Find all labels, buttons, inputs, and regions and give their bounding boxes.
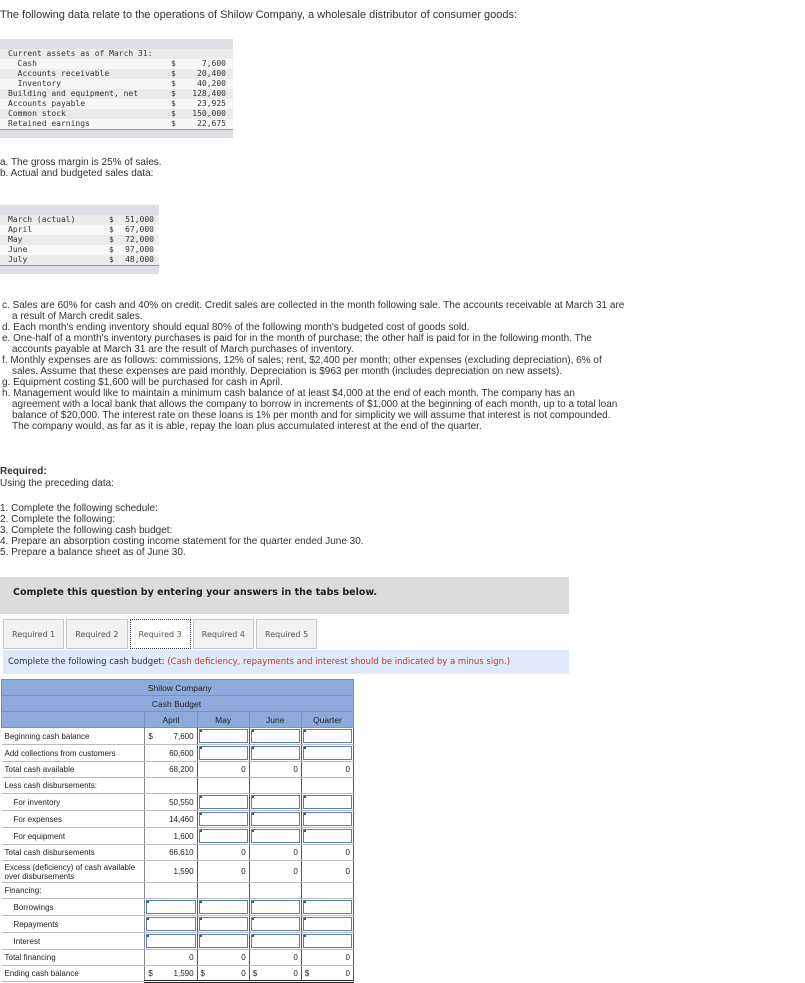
row-value: 150,000 [192,109,226,118]
dollar-sign: $ [304,968,310,978]
row-label: Retained earnings [8,119,90,128]
table-row [0,99,233,109]
table-row [0,69,233,79]
row-label: Beginning cash balance [2,728,145,745]
required-item: 3. Complete the following cash budget: [0,525,173,536]
dollar-sign: $ [109,225,114,234]
tab-bar [3,619,319,649]
dollar-sign: $ [171,109,176,118]
cell-value: 50,550 [145,794,197,811]
input-april[interactable] [146,934,195,948]
item-d: d. Each month's ending inventory should equal 80% of the following month's budgeted cost of goods sold. [2,322,470,333]
dollar-sign: $ [171,79,176,88]
cell-value: 14,460 [145,811,197,828]
empty-cell [301,778,353,794]
empty-cell [249,778,301,794]
cash-budget-table [1,679,354,983]
row-label: For inventory [2,794,145,811]
cell-value: 0 [345,968,350,978]
row-value: 72,000 [125,235,154,244]
row-label: April [8,225,33,234]
dollar-sign: $ [171,119,176,128]
required-item: 4. Prepare an absorption costing income statement for the quarter ended June 30. [0,536,364,547]
row-collections [2,745,354,762]
items-ab [0,157,162,179]
row-total-available [2,762,354,778]
row-label: Accounts receivable [8,69,110,78]
budget-title: Cash Budget [145,696,354,712]
table-row [0,225,159,235]
tab-required-1[interactable]: Required 1 [3,619,64,649]
empty-cell [145,778,197,794]
table-row [0,89,233,99]
required-section [0,466,114,490]
input-june[interactable] [251,829,300,843]
row-value: 23,925 [197,99,226,108]
cell-value: 1,600 [145,828,197,845]
cell-value: 0 [249,861,301,883]
complete-question-banner: Complete this question by entering your answers in the tabs below. [0,577,569,614]
row-ending-cash [2,966,354,982]
col-june: June [249,712,301,728]
row-interest [2,933,354,950]
row-label: Inventory [8,79,61,88]
row-label: Ending cash balance [2,966,145,982]
row-label: March (actual) [8,215,76,224]
dollar-sign: $ [148,731,153,741]
input-quarter[interactable] [303,900,352,914]
header-blank [2,680,145,696]
required-item: 2. Complete the following: [0,514,116,525]
table-row [0,255,159,265]
empty-cell [145,883,197,899]
row-label: For equipment [2,828,145,845]
row-label: Total cash disbursements [2,845,145,861]
row-repayments [2,916,354,933]
dollar-sign: $ [109,255,114,264]
input-may[interactable] [199,729,248,743]
input-june[interactable] [251,900,300,914]
row-value: 97,000 [125,245,154,254]
row-value: 7,600 [201,59,226,68]
cell-value: 1,590 [173,968,194,978]
cell-value: 0 [293,968,298,978]
tab-required-5[interactable]: Required 5 [256,619,317,649]
input-quarter[interactable] [303,829,352,843]
empty-cell [197,883,249,899]
item-h: h. Management would like to maintain a minimum cash balance of at least $4,000 at the end of each month. The company has an agreement with a local bank that allows the company to borrow in increments of $1,000 at the beginning of each month, up to a total loan balance of $20,000. The interest rate on these loans is 1% per month and for simplicity we will assume that interest is not compounded. The company would, as far as it is able, repay the loan plus accumulated interest at the end of the quarter. [2,388,618,432]
row-label: May [8,235,23,244]
row-label: Less cash disbursements: [2,778,145,794]
input-june[interactable] [251,934,300,948]
cell-value: 0 [301,845,353,861]
row-beginning-cash [2,728,354,745]
items-c-h [0,300,625,432]
dollar-sign: $ [252,968,258,978]
instruction-text: Complete the following cash budget: [8,657,168,667]
sales-data-table [0,205,159,274]
required-list [0,503,364,558]
col-quarter: Quarter [301,712,353,728]
intro-text: The following data relate to the operations of Shilow Company, a wholesale distributor of consumer goods: [0,9,518,21]
table-row [0,245,159,255]
cell-value: 0 [197,950,249,966]
dollar-sign: $ [200,968,205,978]
table-top-bar [0,39,233,49]
input-quarter[interactable] [303,934,352,948]
row-label: Building and equipment, net [8,89,139,98]
row-label: Common stock [8,109,66,118]
table-top-bar [0,205,159,215]
cell-value: 0 [249,762,301,778]
input-quarter[interactable] [303,729,352,743]
row-label: Excess (deficiency) of cash available over disbursements [2,861,145,883]
tab-required-3[interactable]: Required 3 [130,619,191,649]
input-june[interactable] [251,746,300,760]
row-total-financing [2,950,354,966]
input-may[interactable] [199,917,248,931]
empty-cell [249,883,301,899]
input-quarter[interactable] [303,917,352,931]
table-row [0,79,233,89]
input-may[interactable] [199,829,248,843]
required-sub: Using the preceding data: [0,478,114,489]
input-may[interactable] [199,900,248,914]
dollar-sign: $ [109,215,114,224]
empty-cell [197,778,249,794]
row-value: 40,200 [197,79,226,88]
item-c: c. Sales are 60% for cash and 40% on credit. Credit sales are collected in the month following sale. The accounts receivable at March 31 are a result of March credit sales. [2,300,625,322]
item-g: g. Equipment costing $1,600 will be purchased for cash in April. [2,377,283,388]
empty-cell [301,883,353,899]
table-row [0,49,233,59]
row-label: For expenses [2,811,145,828]
row-label: Repayments [2,916,145,933]
table-row [0,119,233,129]
dollar-sign: $ [109,245,114,254]
row-value: 128,400 [192,89,226,98]
balance-header: Current assets as of March 31: [8,49,153,58]
input-june[interactable] [251,729,300,743]
cell-value: 66,610 [145,845,197,861]
input-may[interactable] [199,746,248,760]
required-item: 5. Prepare a balance sheet as of June 30. [0,547,186,558]
row-label: June [8,245,28,254]
input-quarter[interactable] [303,795,352,809]
row-value: 20,400 [197,69,226,78]
cell-value: 68,200 [145,762,197,778]
col-april: April [145,712,197,728]
row-total-disbursements [2,845,354,861]
dollar-sign: $ [171,99,176,108]
item-a: a. The gross margin is 25% of sales. [0,157,162,168]
row-label: Add collections from customers [2,745,145,762]
row-financing [2,883,354,899]
row-label: Financing: [2,883,145,899]
input-may[interactable] [199,795,248,809]
table-row [0,215,159,225]
header-blank [2,696,145,712]
cell-value: 60,600 [145,745,197,762]
table-row [0,235,159,245]
row-borrowings [2,899,354,916]
input-may[interactable] [199,934,248,948]
instruction-bar [3,650,569,674]
row-for-inventory [2,794,354,811]
col-may: May [197,712,249,728]
cell-value: 0 [197,861,249,883]
input-quarter[interactable] [303,812,352,826]
cell-value: 0 [301,762,353,778]
cell-value: 0 [301,861,353,883]
input-june[interactable] [251,795,300,809]
row-value: 67,000 [125,225,154,234]
cell-value: 0 [249,845,301,861]
row-value: 51,000 [125,215,154,224]
dollar-sign: $ [148,968,153,978]
item-e: e. One-half of a month's inventory purchases is paid for in the month of purchase; the other half is paid for in the following month. The accounts payable at March 31 are the result of March purchases of inventory. [2,333,592,355]
input-april[interactable] [146,917,195,931]
input-quarter[interactable] [303,746,352,760]
cell-value: 0 [197,845,249,861]
item-f: f. Monthly expenses are as follows: commissions, 12% of sales; rent, $2,400 per month; other expenses (excluding depreciation), 6% of sales. Assume that these expenses are paid monthly. Depreciation is $963 per month (includes depreciation on new assets). [2,355,602,377]
table-bottom-bar [0,129,233,138]
required-heading: Required: [0,466,47,477]
row-label: Cash [8,59,37,68]
header-blank [2,712,145,728]
input-may[interactable] [199,812,248,826]
row-excess-deficiency [2,861,354,883]
company-name: Shilow Company [145,680,354,696]
cell-value: 7,600 [173,731,194,741]
balance-data-table [0,39,233,138]
table-row [0,109,233,119]
dollar-sign: $ [171,59,176,68]
cell-value: 0 [241,968,246,978]
row-label: Total financing [2,950,145,966]
instruction-note: (Cash deficiency, repayments and interest should be indicated by a minus sign.) [167,657,511,667]
row-value: 48,000 [125,255,154,264]
input-april[interactable] [146,900,195,914]
cell-value: 0 [145,950,197,966]
dollar-sign: $ [109,235,114,244]
row-value: 22,675 [197,119,226,128]
item-b: b. Actual and budgeted sales data: [0,168,154,179]
tab-required-4[interactable]: Required 4 [193,619,254,649]
dollar-sign: $ [171,89,176,98]
row-label: Interest [2,933,145,950]
input-june[interactable] [251,917,300,931]
cell-value: 0 [249,950,301,966]
row-less-disbursements [2,778,354,794]
row-label: July [8,255,28,264]
dollar-sign: $ [171,69,176,78]
input-june[interactable] [251,812,300,826]
row-label: Accounts payable [8,99,86,108]
cell-value: 0 [197,762,249,778]
cell-value: 1,590 [145,861,197,883]
table-bottom-bar [0,265,159,274]
row-label: Total cash available [2,762,145,778]
required-item: 1. Complete the following schedule: [0,503,158,514]
table-row [0,59,233,69]
row-for-equipment [2,828,354,845]
tab-required-2[interactable]: Required 2 [66,619,127,649]
row-for-expenses [2,811,354,828]
row-label: Borrowings [2,899,145,916]
cell-value: 0 [301,950,353,966]
